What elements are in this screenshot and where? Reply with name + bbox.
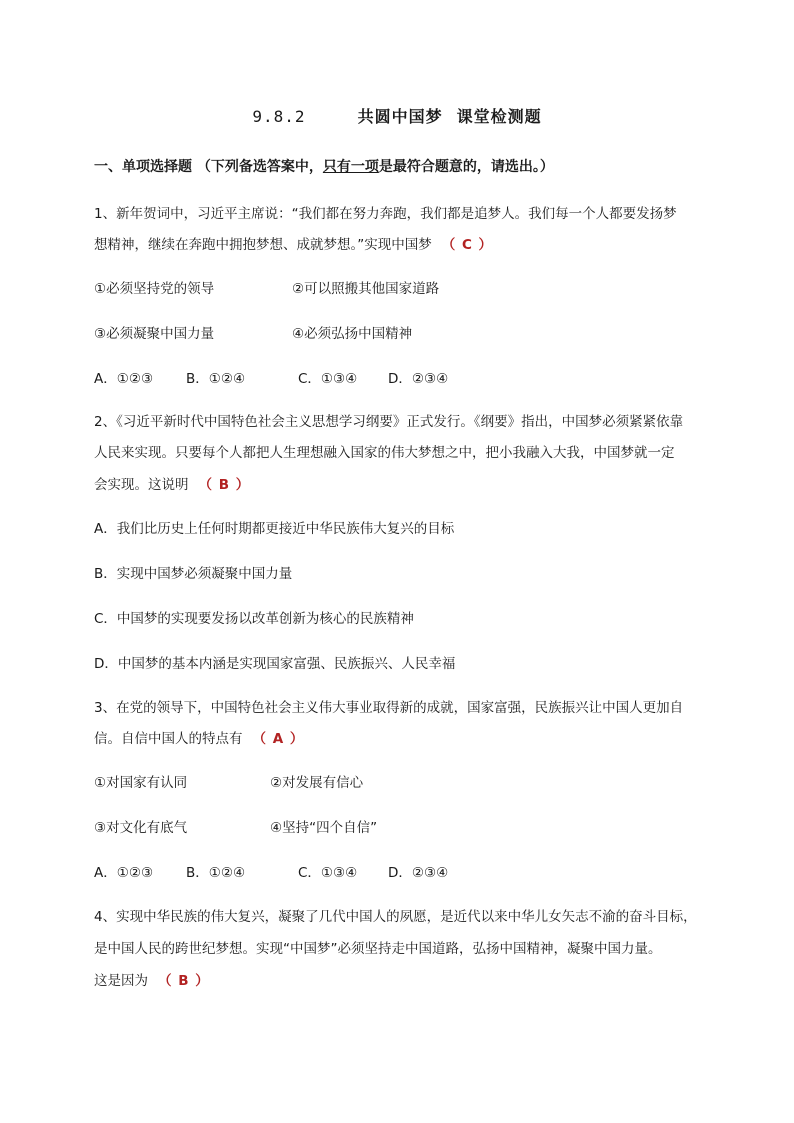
underlined-text: 只有一项	[322, 159, 379, 175]
q2-stem-line1: 2、《习近平新时代中国特色社会主义思想学习纲要》正式发行。《纲要》指出，中国梦必须紧紧依靠	[94, 414, 684, 430]
q1-stem-line1: 1、新年贺词中，习近平主席说：“我们都在努力奔跑，我们都是追梦人。我们每一个人都要发扬梦	[94, 206, 677, 222]
q3-statements-row1: ①对国家有认同 ②对发展有信心	[94, 775, 364, 791]
q2-option-b: B．实现中国梦必须凝聚中国力量	[94, 566, 293, 582]
q1-statements-row2: ③必须凝聚中国力量 ④必须弘扬中国精神	[94, 326, 413, 342]
q2-option-c: C．中国梦的实现要发扬以改革创新为核心的民族精神	[94, 611, 414, 627]
q2-option-d: D．中国梦的基本内涵是实现国家富强、民族振兴、人民幸福	[94, 656, 456, 672]
q1-choices: A．①②③ B．①②④ C．①③④ D．②③④	[94, 371, 449, 387]
q1-answer: （ C ）	[441, 237, 494, 253]
q2-answer: （ B ）	[198, 477, 251, 493]
q3-statements-row2: ③对文化有底气 ④坚持“四个自信”	[94, 820, 378, 836]
q2-stem-line2: 人民来实现。只要每个人都把人生理想融入国家的伟大梦想之中，把小我融入大我，中国梦就一定	[94, 445, 675, 461]
q1-statements-row1: ①必须坚持党的领导 ②可以照搬其他国家道路	[94, 281, 440, 297]
q4-stem-line3: 这是因为 （ B ）	[94, 973, 210, 989]
title-suffix: 课堂检测题	[456, 107, 542, 126]
q4-answer: （ B ）	[158, 973, 210, 989]
lesson-number: 9.8.2	[252, 107, 306, 126]
section-heading: 一、单项选择题 （下列备选答案中，只有一项是最符合题意的，请选出。）	[94, 159, 554, 175]
q3-choices: A．①②③ B．①②④ C．①③④ D．②③④	[94, 865, 449, 881]
q2-stem-line3: 会实现。这说明 （ B ）	[94, 477, 251, 493]
q3-stem-line2: 信。自信中国人的特点有 （ A ）	[94, 731, 305, 747]
q3-answer: （ A ）	[252, 731, 305, 747]
lesson-name: 共圆中国梦	[357, 107, 443, 126]
page-title	[0, 104, 794, 127]
q3-stem-line1: 3、在党的领导下，中国特色社会主义伟大事业取得新的成就，国家富强，民族振兴让中国人更加自	[94, 700, 684, 716]
q4-stem-line2: 是中国人民的跨世纪梦想。实现“中国梦”必须坚持走中国道路，弘扬中国精神，凝聚中国力量。	[94, 941, 662, 957]
q4-stem-line1: 4、实现中华民族的伟大复兴，凝聚了几代中国人的夙愿，是近代以来中华儿女矢志不渝的奋斗目标，	[94, 909, 697, 925]
q2-option-a: A．我们比历史上任何时期都更接近中华民族伟大复兴的目标	[94, 521, 455, 537]
q1-stem-line2: 想精神，继续在奔跑中拥抱梦想、成就梦想。”实现中国梦 （ C ）	[94, 237, 494, 253]
